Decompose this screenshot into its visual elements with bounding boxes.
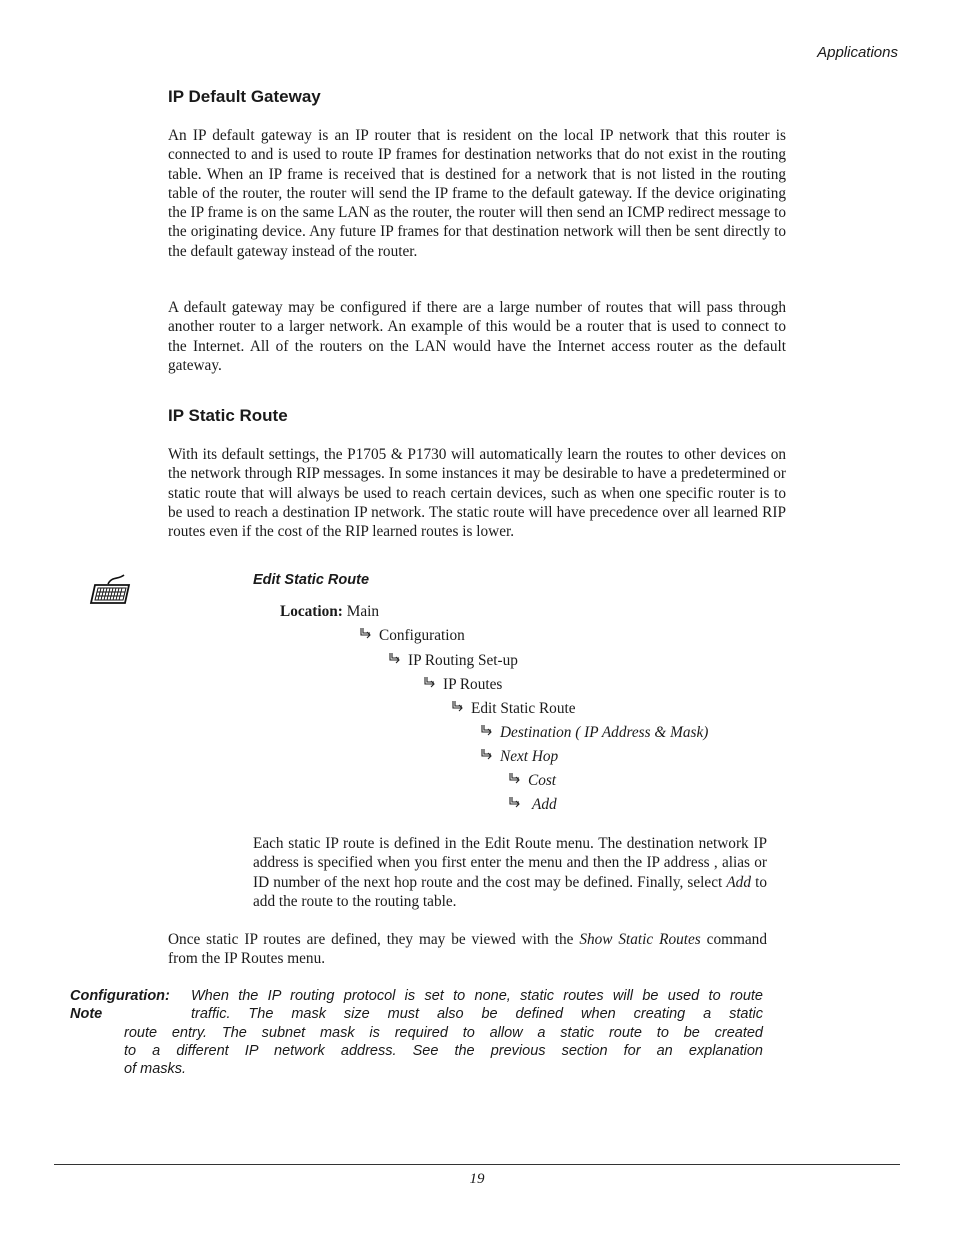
procedure-description (253, 834, 767, 911)
description-emphasis: Add (726, 873, 751, 891)
menu-path-label: IP Routes (443, 676, 503, 693)
note-line: traffic. The mask size must also be defined when creating a static (191, 1006, 763, 1022)
description-text: Each static IP route is defined in the Edit Route menu. The destination network IP address is specified when you first enter the menu and then the IP address , alias or ID number of the next hop route and the cost may be defined. Finally, select (253, 835, 767, 891)
closing-text-end: command from the IP Routes menu. (168, 931, 767, 968)
menu-path-label: Cost (528, 772, 557, 789)
menu-arrow-icon (451, 700, 465, 714)
menu-path-item (388, 651, 518, 671)
running-header: Applications (817, 44, 898, 61)
menu-path-item (508, 771, 556, 791)
note-line: route entry. The subnet mask is required to allow a static route to be created (124, 1025, 763, 1041)
paragraph-default-gateway-1: An IP default gateway is an IP router that is resident on the local IP network that this router is connected to and is used to route IP frames for destination networks that do not exist in the routing table. When an IP frame is received that is destined for a network that is not listed in the routing table of the router, the router will send the IP frame to the default gateway. If the device originating the IP frame is on the same LAN as the router, the router will then send an ICMP redirect message to the originating device. Any future IP frames for that destination network will then be sent directly to the default gateway instead of the router. (168, 127, 786, 260)
menu-path-label: Add (532, 796, 557, 813)
menu-arrow-icon (423, 676, 437, 690)
page-number: 19 (469, 1171, 485, 1187)
menu-path-label: Edit Static Route (471, 700, 576, 717)
section-heading-default-gateway: IP Default Gateway (168, 87, 321, 106)
location-line (280, 602, 379, 622)
procedure-title: Edit Static Route (253, 572, 370, 588)
closing-emphasis: Show Static Routes (579, 931, 701, 948)
menu-path-item (480, 747, 558, 767)
menu-path-label: Destination ( IP Address & Mask) (500, 724, 709, 741)
note-label: Configuration: (70, 988, 170, 1004)
note-line: When the IP routing protocol is set to none, static routes will be used to route (191, 988, 763, 1004)
menu-arrow-icon (388, 652, 402, 666)
note-line: to a different IP network address. See the previous section for an explanation (124, 1043, 763, 1059)
menu-path-item (508, 795, 557, 815)
closing-text: Once static IP routes are defined, they may be viewed with the (168, 931, 580, 948)
menu-arrow-icon (359, 627, 373, 641)
menu-path-item (451, 699, 576, 719)
note-label: Note (70, 1006, 103, 1022)
menu-path-item (359, 626, 465, 646)
location-label: Location: (280, 603, 343, 620)
menu-arrow-icon (480, 748, 494, 762)
footer-rule (54, 1164, 900, 1165)
keyboard-icon (88, 572, 134, 608)
closing-paragraph (168, 930, 767, 969)
menu-arrow-icon (480, 724, 494, 738)
menu-path-item (480, 723, 708, 743)
menu-path-label: IP Routing Set-up (408, 652, 518, 669)
menu-path-label: Configuration (379, 627, 465, 644)
menu-arrow-icon (508, 796, 522, 810)
menu-path-label: Next Hop (500, 748, 559, 765)
menu-path-item (423, 675, 502, 695)
note-line: of masks. (124, 1061, 187, 1077)
section-heading-static-route: IP Static Route (168, 406, 288, 425)
menu-arrow-icon (508, 772, 522, 786)
description-text-end: to add the route to the routing table. (253, 873, 767, 910)
paragraph-default-gateway-2: A default gateway may be configured if there are a large number of routes that will pass through another router to a larger network. An example of this would be a router that is used to connect to the Internet. All of the routers on the LAN would have the Internet access router as the default gateway. (168, 299, 786, 374)
location-root: Main (346, 603, 380, 620)
paragraph-static-route: With its default settings, the P1705 & P1730 will automatically learn the routes to other devices on the network through RIP messages. In some instances it may be desirable to have a predetermined or static route that will always be used to reach certain devices, such as when one specific router is to be used to reach a destination IP network. The static route will have precedence over all learned RIP routes even if the cost of the RIP learned routes is lower. (168, 446, 786, 541)
